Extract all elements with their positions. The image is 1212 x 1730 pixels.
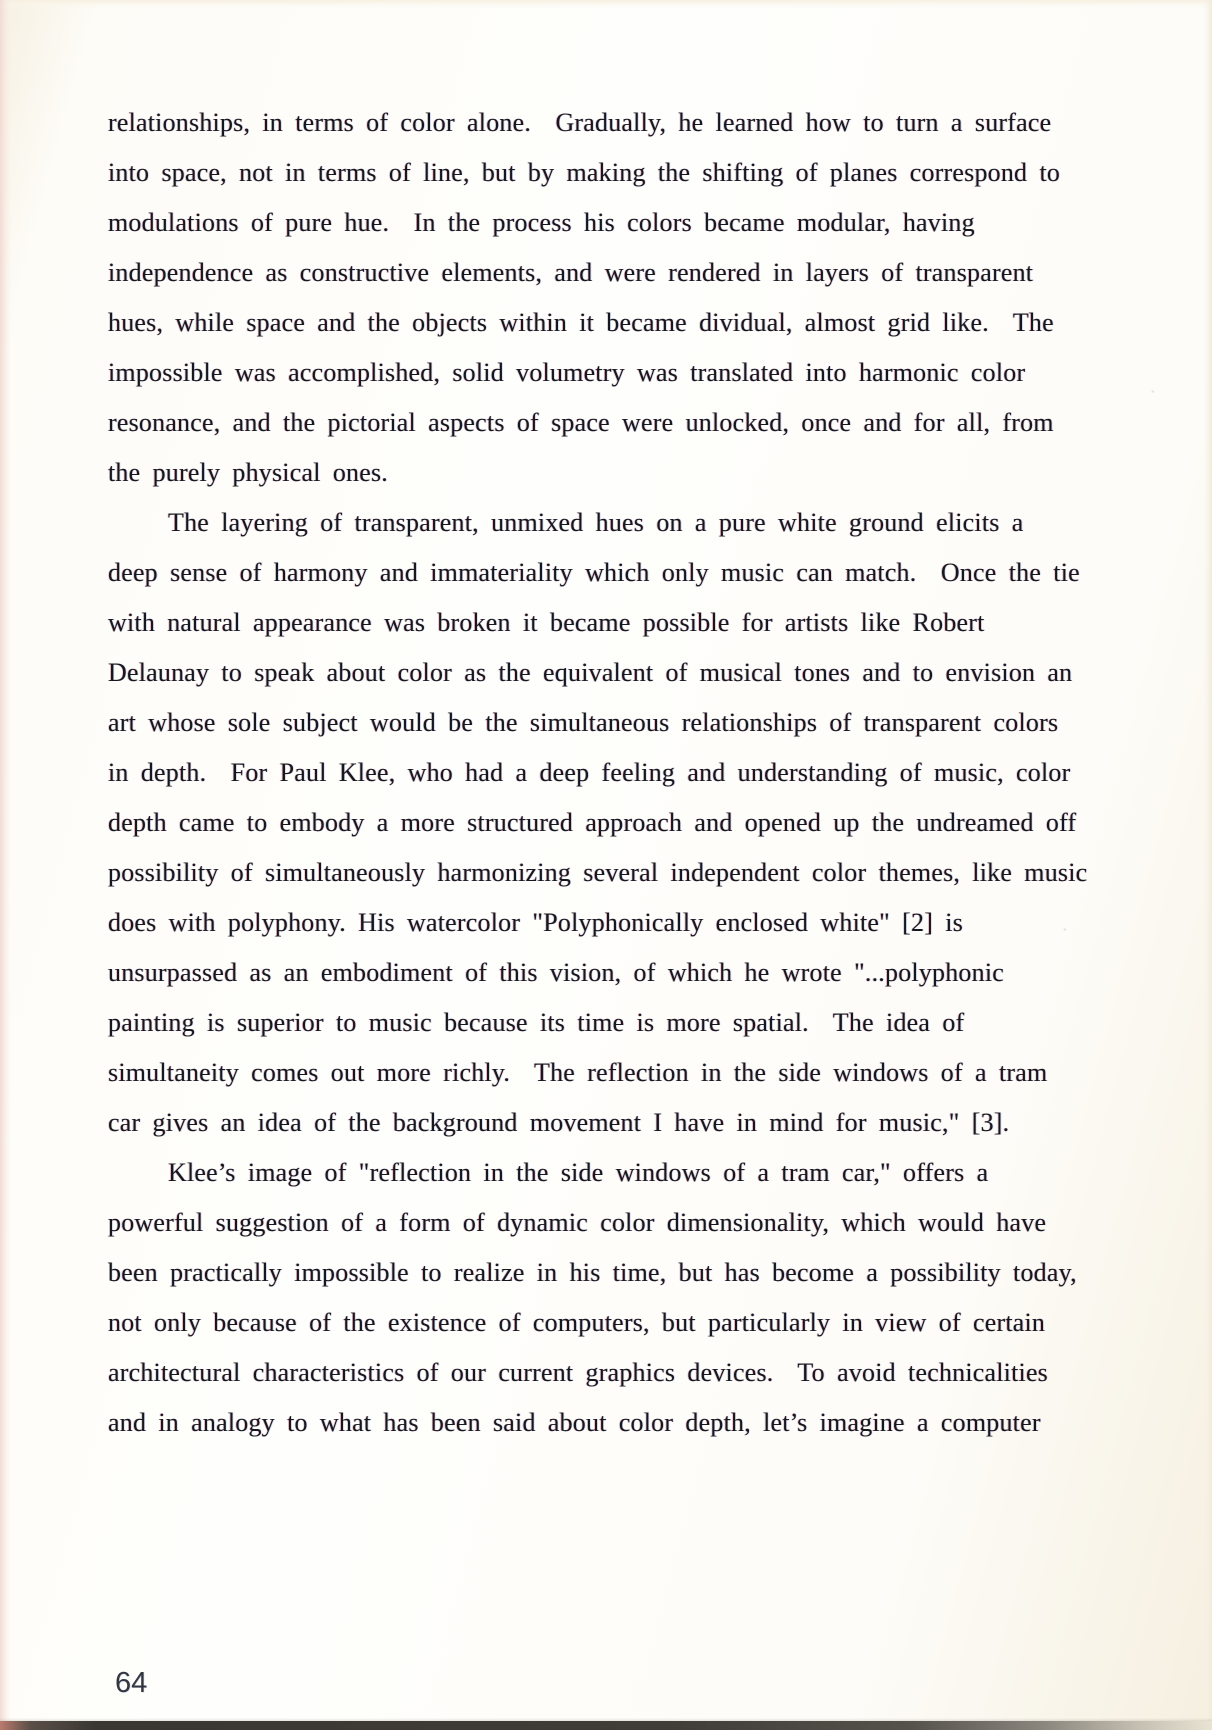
text-line: deep sense of harmony and immateriality which only music can match. Once the tie [108, 558, 1080, 587]
text-line: impossible was accomplished, solid volumetry was translated into harmonic color [108, 358, 1026, 387]
text-line: does with polyphony. His watercolor "Polyphonically enclosed white" [2] is [108, 908, 964, 937]
text-line: depth came to embody a more structured approach and opened up the undreamed off [108, 808, 1077, 837]
text-line: and in analogy to what has been said about color depth, let’s imagine a computer [108, 1408, 1041, 1437]
text-line: architectural characteristics of our current graphics devices. To avoid technicalities [108, 1358, 1048, 1387]
text-line: powerful suggestion of a form of dynamic color dimensionality, which would have [108, 1208, 1047, 1237]
scan-speck: · [1062, 920, 1068, 939]
text-line: painting is superior to music because its time is more spatial. The idea of [108, 1008, 965, 1037]
text-line: independence as constructive elements, and were rendered in layers of transparent [108, 258, 1034, 287]
page-number: 64 [115, 1667, 148, 1699]
text-line: relationships, in terms of color alone. Gradually, he learned how to turn a surface [108, 108, 1052, 137]
body-text [108, 98, 1120, 1448]
text-line: in depth. For Paul Klee, who had a deep feeling and understanding of music, color [108, 758, 1071, 787]
text-line: hues, while space and the objects within it became dividual, almost grid like. The [108, 308, 1054, 337]
text-line: been practically impossible to realize in his time, but has become a possibility today, [108, 1258, 1077, 1287]
text-line: Klee’s image of "reflection in the side windows of a tram car," offers a [168, 1158, 989, 1187]
text-line: simultaneity comes out more richly. The reflection in the side windows of a tram [108, 1058, 1048, 1087]
text-line: modulations of pure hue. In the process his colors became modular, having [108, 208, 975, 237]
text-line: The layering of transparent, unmixed hues on a pure white ground elicits a [168, 508, 1024, 537]
text-line: the purely physical ones. [108, 458, 388, 487]
scan-speck: · [1150, 382, 1156, 401]
scan-edge-top [0, 0, 1212, 9]
text-line: car gives an idea of the background movement I have in mind for music," [3]. [108, 1108, 1010, 1137]
text-line: not only because of the existence of computers, but particularly in view of certain [108, 1308, 1046, 1337]
text-line: Delaunay to speak about color as the equivalent of musical tones and to envision an [108, 658, 1073, 687]
text-line: resonance, and the pictorial aspects of space were unlocked, once and for all, from [108, 408, 1054, 437]
text-line: art whose sole subject would be the simultaneous relationships of transparent colors [108, 708, 1059, 737]
text-line: into space, not in terms of line, but by making the shifting of planes correspond to [108, 158, 1061, 187]
scan-edge-right [1203, 0, 1212, 1730]
text-line: possibility of simultaneously harmonizing several independent color themes, like music [108, 858, 1088, 887]
scan-edge-bottom [0, 1721, 1212, 1730]
scan-edge-left [0, 0, 11, 1730]
text-line: unsurpassed as an embodiment of this vision, of which he wrote "...polyphonic [108, 958, 1004, 987]
text-line: with natural appearance was broken it became possible for artists like Robert [108, 608, 985, 637]
